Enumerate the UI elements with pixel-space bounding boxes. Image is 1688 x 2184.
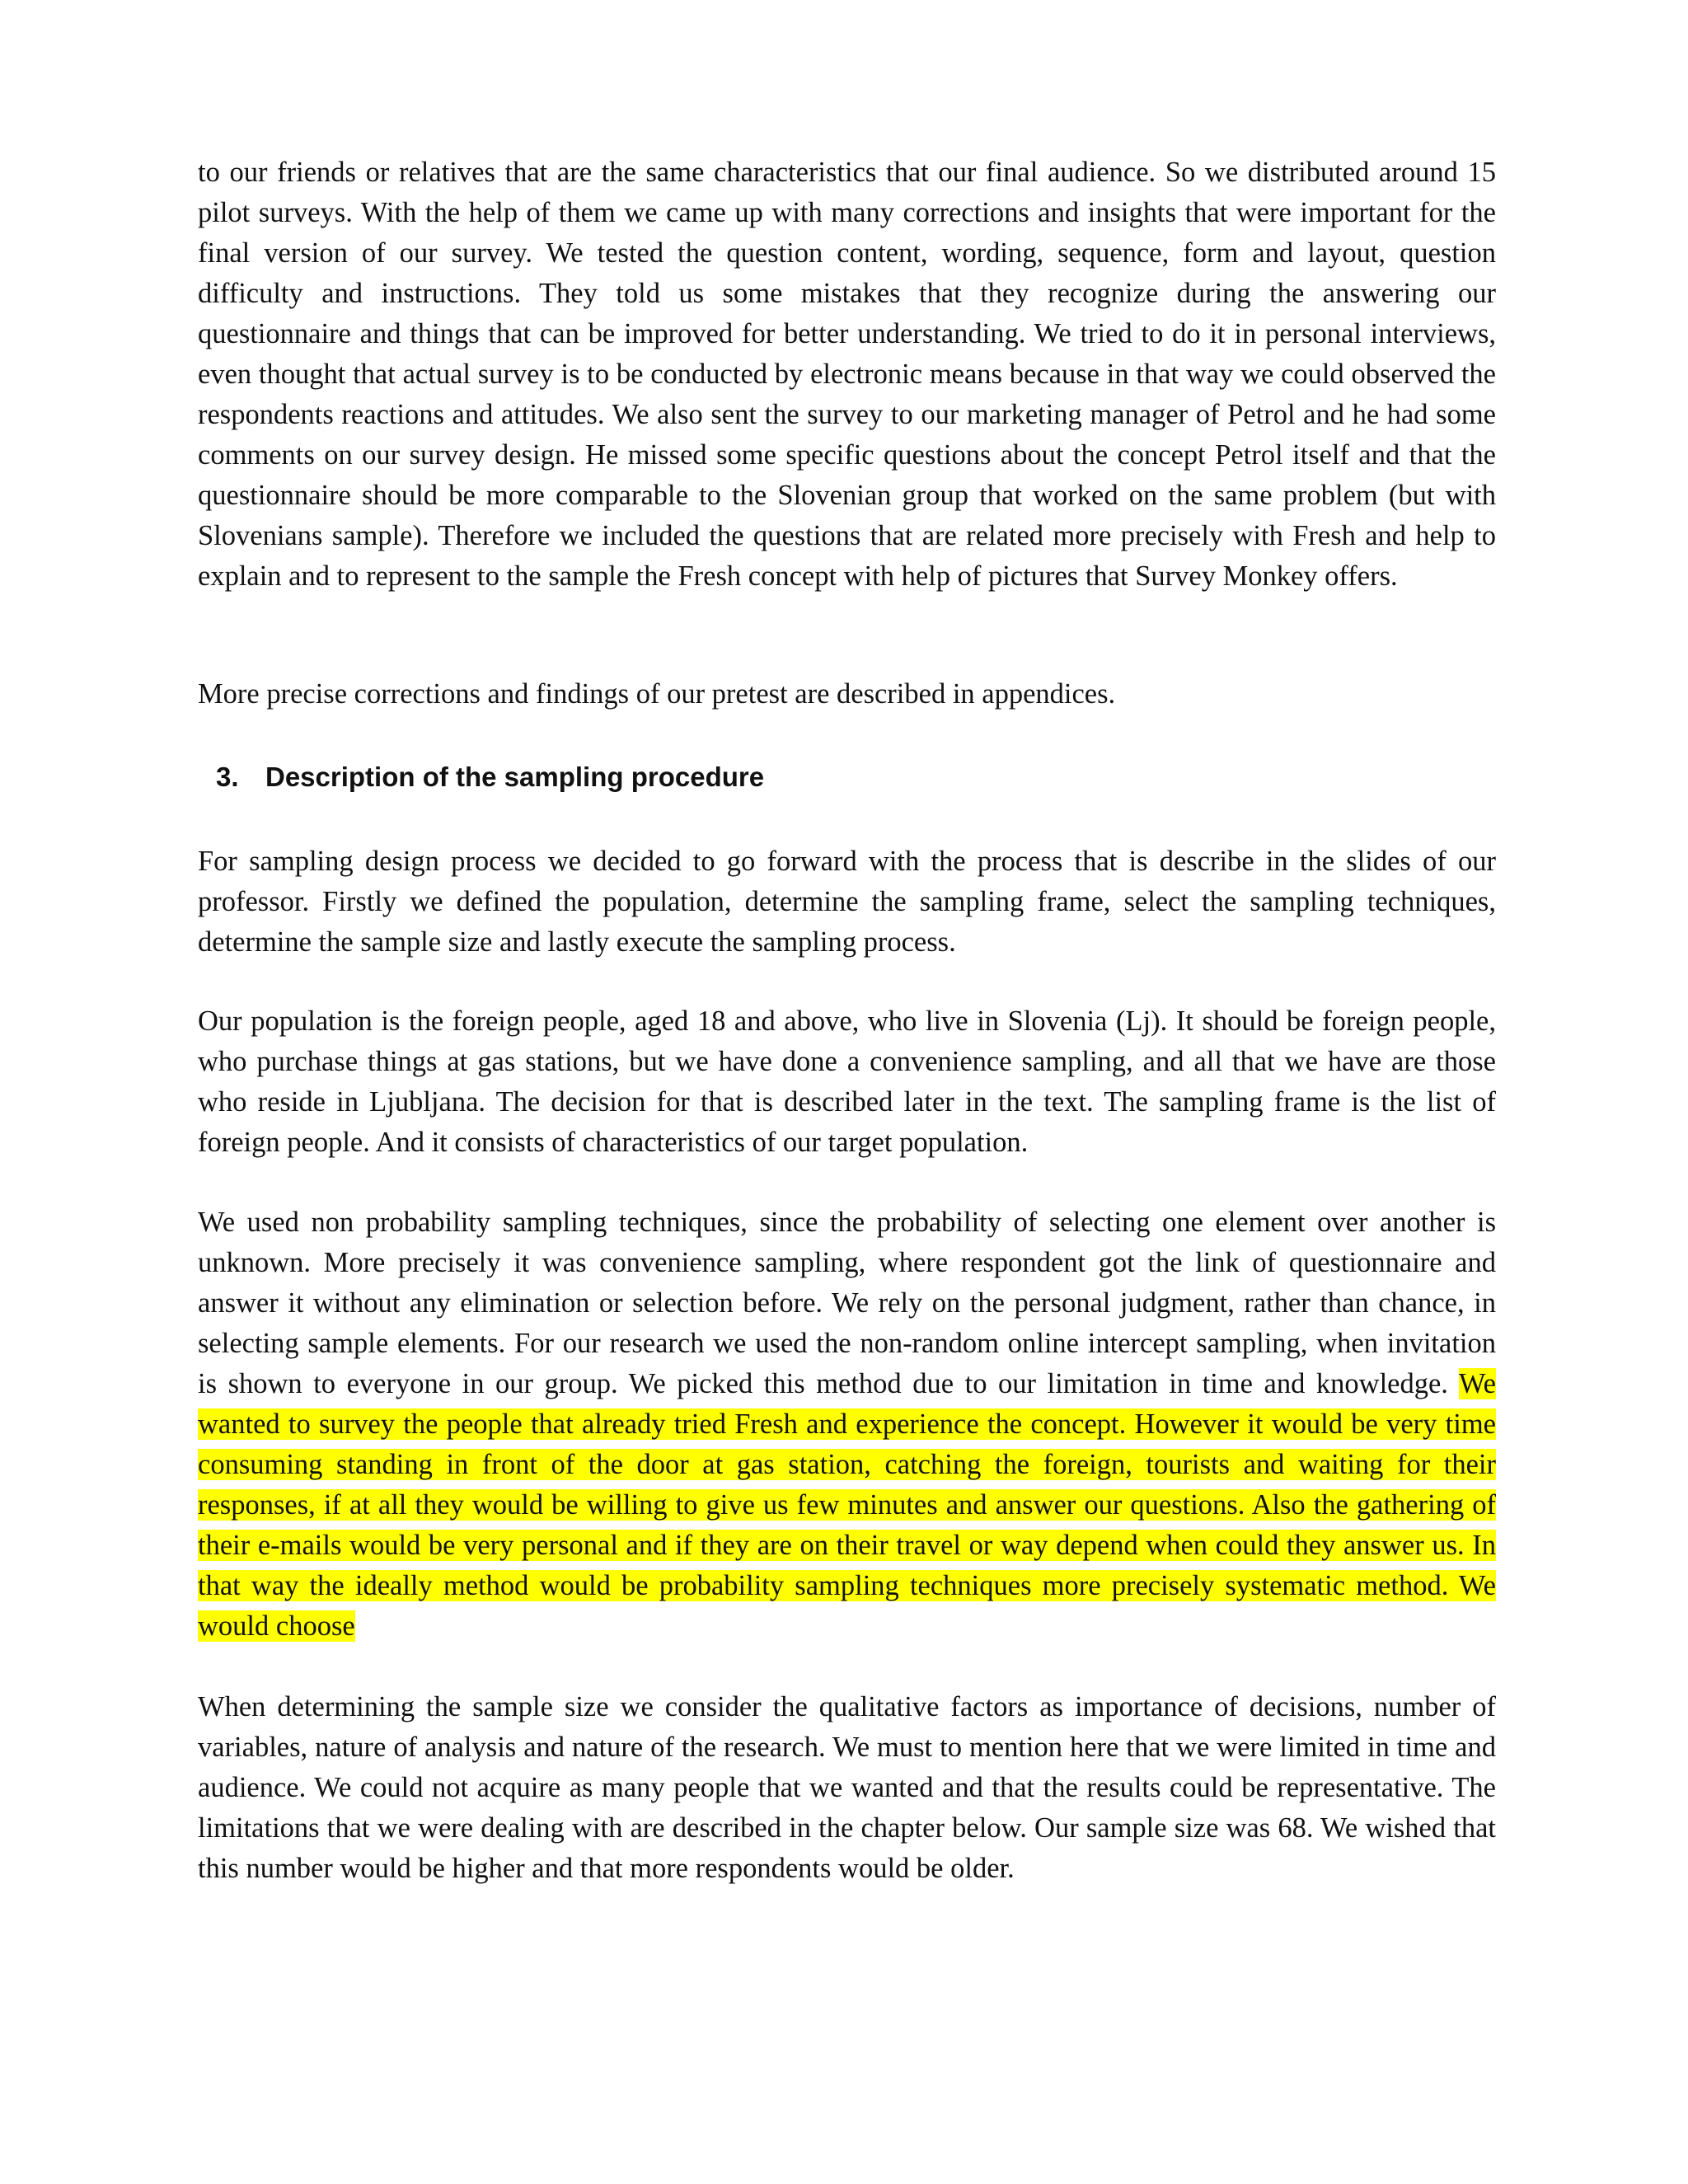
highlighted-text: We wanted to survey the people that already tried Fresh and experience the concept. However it would be very time consuming standing in front of the door at gas station, catching the foreign, tourists and waiting for their responses, if at all they would be willing to give us few minutes and answer our questions. Also the gathering of their e-mails would be very personal and if they are on their travel or way depend when could they answer us. In that way the ideally method would be probability sampling techniques more precisely systematic method. We would choose bbox=[198, 1368, 1496, 1642]
paragraph-appendices: More precise corrections and findings of our pretest are described in appendices. bbox=[198, 678, 1116, 710]
paragraph-population: Our population is the foreign people, aged 18 and above, who live in Slovenia (Lj). It should be foreign people, who purchase things at gas stations, but we have done a convenience sampling, and all that we have are those who reside in Ljubljana. The decision for that is described later in the text. The sampling frame is the list of foreign people. And it consists of characteristics of our target population. bbox=[198, 1005, 1496, 1158]
paragraph-sampling-design-process: For sampling design process we decided to go forward with the process that is describe in the slides of our professor. Firstly we defined the population, determine the sampling frame, select the sampling techniques, determine the sample size and lastly execute the sampling process. bbox=[198, 846, 1496, 958]
section-number: 3. bbox=[216, 762, 239, 792]
paragraph-sampling-techniques bbox=[198, 1202, 1496, 1647]
section-title: Description of the sampling procedure bbox=[265, 762, 765, 792]
section-heading bbox=[216, 755, 764, 799]
paragraph-pilot-survey: to our friends or relatives that are the same characteristics that our final audience. So we distributed around 15 pilot surveys. With the help of them we came up with many corrections and insights that were important for the final version of our survey. We tested the question content, wording, sequence, form and layout, question difficulty and instructions. They told us some mistakes that they recognize during the answering our questionnaire and things that can be improved for better understanding. We tried to do it in personal interviews, even thought that actual survey is to be conducted by electronic means because in that way we could observed the respondents reactions and attitudes. We also sent the survey to our marketing manager of Petrol and he had some comments on our survey design. He missed some specific questions about the concept Petrol itself and that the questionnaire should be more comparable to the Slovenian group that worked on the same problem (but with Slovenians sample). Therefore we included the questions that are related more precisely with Fresh and help to explain and to represent to the sample the Fresh concept with help of pictures that Survey Monkey offers. bbox=[198, 157, 1496, 592]
techniques-text: We used non probability sampling techniques, since the probability of selecting one element over another is unknown. More precisely it was convenience sampling, where respondent got the link of questionnaire and answer it without any elimination or selection before. We rely on the personal judgment, rather than chance, in selecting sample elements. For our research we used the non-random online intercept sampling, when invitation is shown to everyone in our group. We picked this method due to our limitation in time and knowledge. bbox=[198, 1207, 1496, 1399]
paragraph-sample-size: When determining the sample size we consider the qualitative factors as importance of decisions, number of variables, nature of analysis and nature of the research. We must to mention here that we were limited in time and audience. We could not acquire as many people that we wanted and that the results could be representative. The limitations that we were dealing with are described in the chapter below. Our sample size was 68. We wished that this number would be higher and that more respondents would be older. bbox=[198, 1691, 1496, 1884]
